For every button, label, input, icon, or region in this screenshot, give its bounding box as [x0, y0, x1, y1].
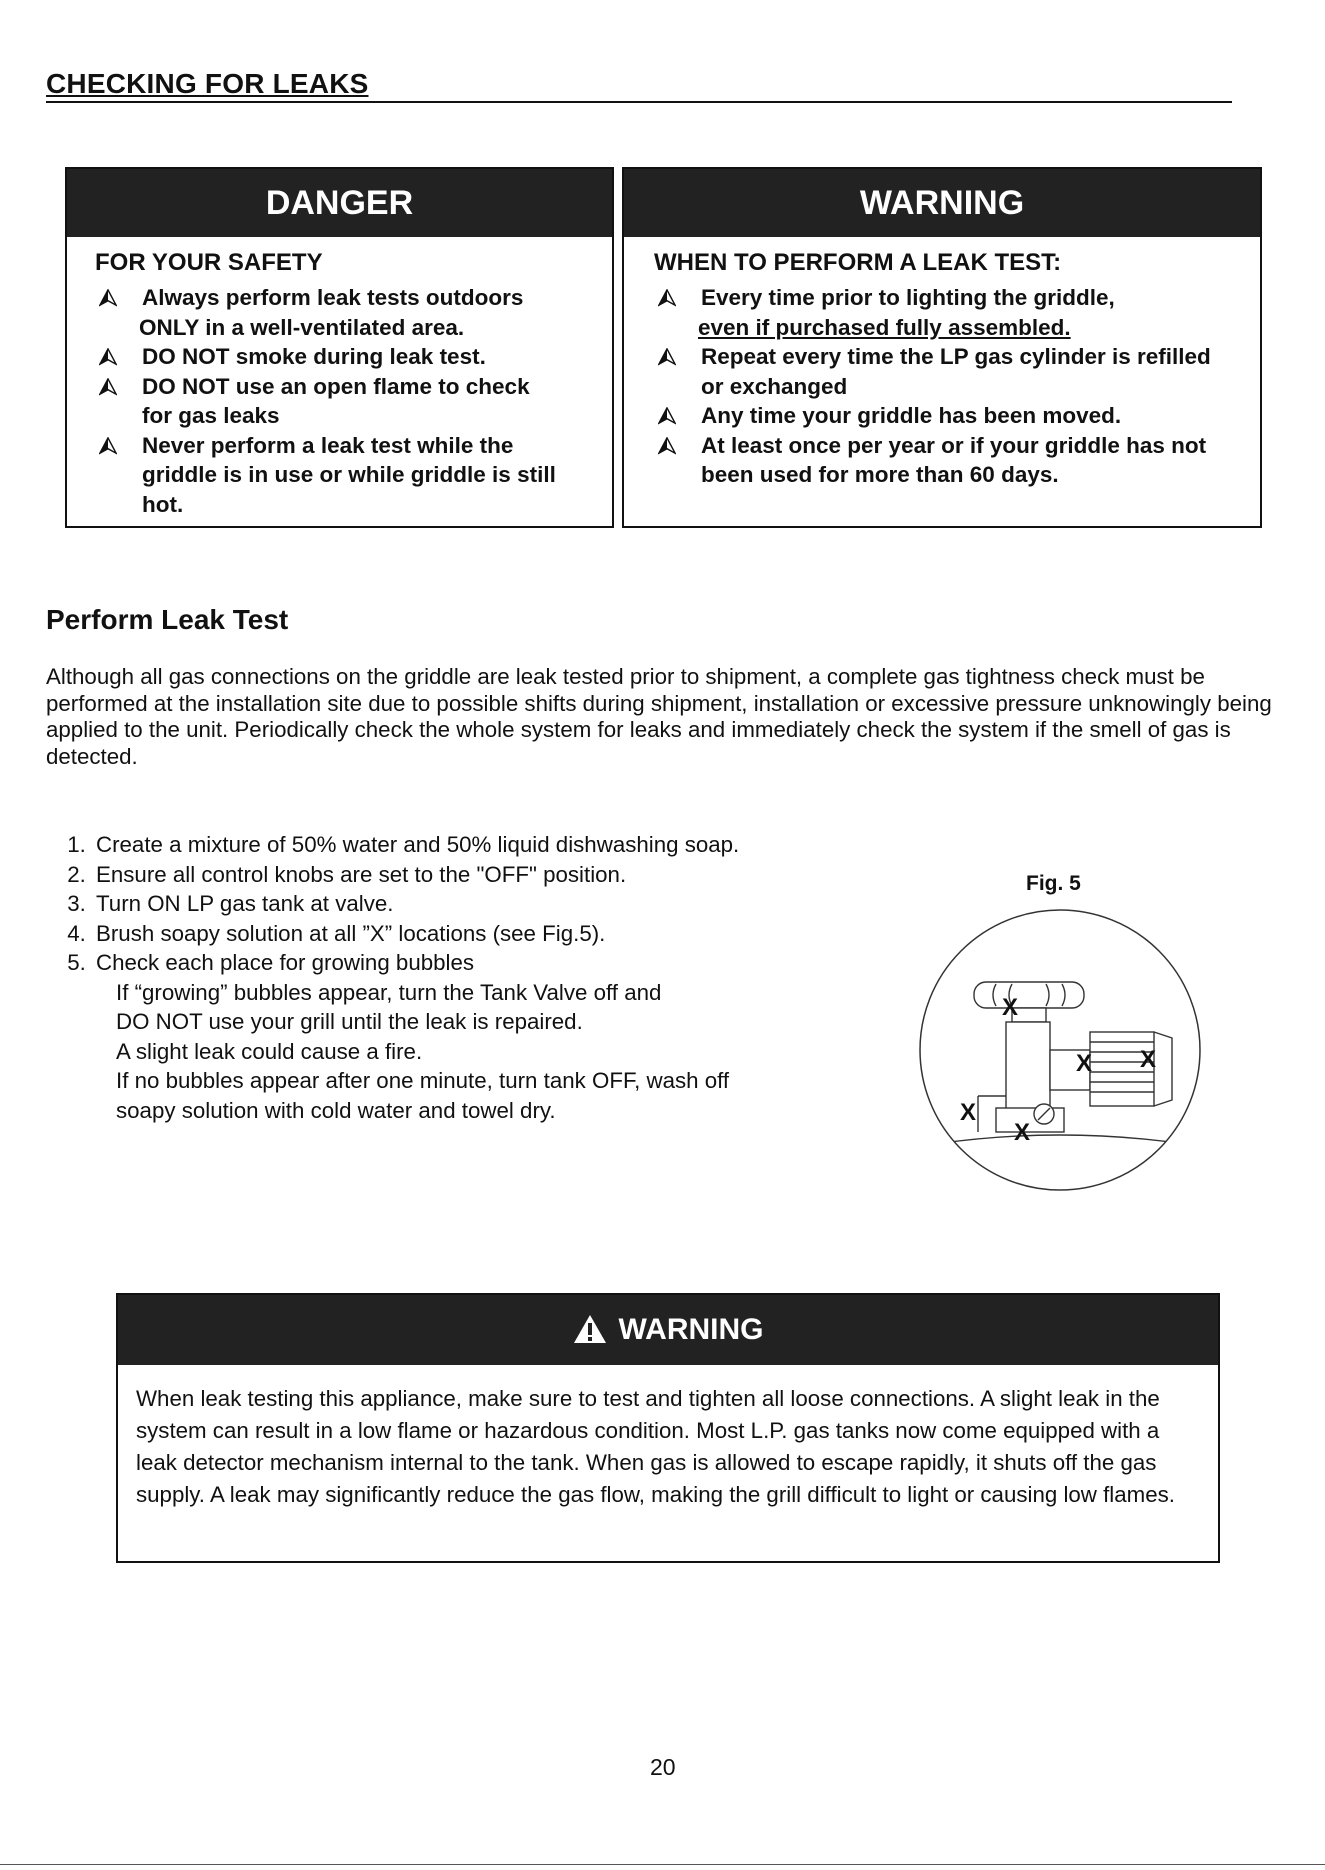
leak-check-marker: X — [960, 1099, 977, 1126]
step-item-text: Check each place for growing bubbles — [96, 950, 475, 975]
perform-leak-test-heading: Perform Leak Test — [46, 604, 289, 635]
intro-paragraph: Although all gas connections on the griddle are leak tested prior to shipment, a complete gas tightness check must be performed at the installation site due to possible shifts during shipment, installation or excessive pressure unknowingly being applied to the unit. Periodically check the whole system for leaks and immediately check the system if the smell of gas is detected. — [46, 664, 1272, 769]
step-detail: If “growing” bubbles appear, turn the Tank Valve off and — [116, 979, 662, 1005]
warning-triangle-icon — [99, 437, 117, 455]
exclamation-triangle-icon — [573, 1313, 607, 1345]
bottom-warning-header — [118, 1295, 1218, 1365]
danger-item — [95, 283, 612, 342]
step-item — [92, 948, 739, 1125]
tank-valve-diagram — [910, 900, 1210, 1200]
warning-list — [654, 283, 1260, 490]
warning-item-line: been used for more than 60 days. — [701, 462, 1059, 487]
page-bottom-rule — [0, 1864, 1325, 1865]
danger-item — [95, 372, 612, 431]
warning-triangle-icon — [658, 437, 676, 455]
step-item: 2. Ensure all control knobs are set to the "OFF" position. — [92, 860, 739, 890]
warning-item-line: At least once per year or if your griddle has not — [701, 432, 1207, 458]
danger-header: DANGER — [67, 169, 612, 237]
danger-box — [65, 167, 614, 528]
warning-item-line: Any time your griddle has been moved. — [701, 403, 1122, 428]
bottom-warning-title: WARNING — [618, 1313, 764, 1346]
warning-item — [654, 401, 1260, 431]
danger-item — [95, 342, 612, 372]
warning-subheading: WHEN TO PERFORM A LEAK TEST: — [654, 249, 1062, 276]
danger-item-line: DO NOT smoke during leak test. — [142, 344, 486, 369]
danger-item-line: hot. — [142, 491, 184, 517]
bottom-warning-text: When leak testing this appliance, make sure to test and tighten all loose connections. A slight leak in the system can result in a low flame or hazardous condition. Most L.P. gas tanks now come equipped with a leak detector mechanism internal to the tank. When gas is allowed to escape rapidly, it shuts off the gas supply. A leak may significantly reduce the gas flow, making the grill difficult to light or causing low flames. — [136, 1386, 1175, 1507]
warning-triangle-icon — [99, 289, 117, 307]
warning-item — [654, 431, 1260, 490]
warning-triangle-icon — [99, 348, 117, 366]
leak-check-marker: X — [1076, 1050, 1093, 1077]
section-title: CHECKING FOR LEAKS — [46, 68, 369, 99]
warning-triangle-icon — [658, 407, 676, 425]
step-item: 3. Turn ON LP gas tank at valve. — [92, 889, 739, 919]
warning-triangle-icon — [99, 378, 117, 396]
section-rule — [46, 101, 1232, 103]
step-item: 1. Create a mixture of 50% water and 50% liquid dishwashing soap. — [92, 830, 739, 860]
danger-item-line: DO NOT use an open flame to check — [142, 373, 530, 399]
step-detail: soapy solution with cold water and towel dry. — [116, 1097, 556, 1123]
danger-item-line: griddle is in use or while griddle is still — [142, 462, 556, 487]
page-number: 20 — [650, 1754, 676, 1780]
step-detail: DO NOT use your grill until the leak is repaired. — [116, 1009, 583, 1034]
warning-item-line: Repeat every time the LP gas cylinder is refilled — [701, 344, 1211, 369]
handwheel — [974, 982, 1084, 1008]
leak-check-marker: X — [1140, 1046, 1157, 1073]
danger-item-line: Always perform leak tests outdoors — [142, 285, 524, 310]
warning-item — [654, 283, 1260, 342]
step-detail: If no bubbles appear after one minute, turn tank OFF, wash off — [116, 1068, 730, 1093]
warning-item-line-underlined: even if purchased fully assembled. — [698, 314, 1071, 340]
danger-item-line: for gas leaks — [142, 403, 280, 428]
danger-item-line: ONLY in a well-ventilated area. — [139, 314, 465, 340]
warning-triangle-icon — [658, 289, 676, 307]
leak-check-marker: X — [1002, 994, 1019, 1021]
danger-item — [95, 431, 612, 520]
warning-box — [622, 167, 1262, 528]
warning-item — [654, 342, 1260, 401]
danger-item-line: Never perform a leak test while the — [142, 432, 514, 458]
warning-header: WARNING — [624, 169, 1260, 237]
leak-check-marker: X — [1014, 1119, 1031, 1146]
figure-label: Fig. 5 — [1026, 872, 1081, 895]
danger-subheading: FOR YOUR SAFETY — [95, 249, 323, 276]
danger-list — [95, 283, 612, 519]
steps-list — [58, 830, 739, 1125]
warning-item-line: or exchanged — [701, 373, 848, 399]
bottom-warning-box — [116, 1293, 1220, 1563]
step-detail: A slight leak could cause a fire. — [116, 1038, 423, 1064]
warning-item-line: Every time prior to lighting the griddle, — [701, 285, 1115, 310]
step-item: 4. Brush soapy solution at all ”X” locations (see Fig.5). — [92, 919, 739, 949]
warning-triangle-icon — [658, 348, 676, 366]
